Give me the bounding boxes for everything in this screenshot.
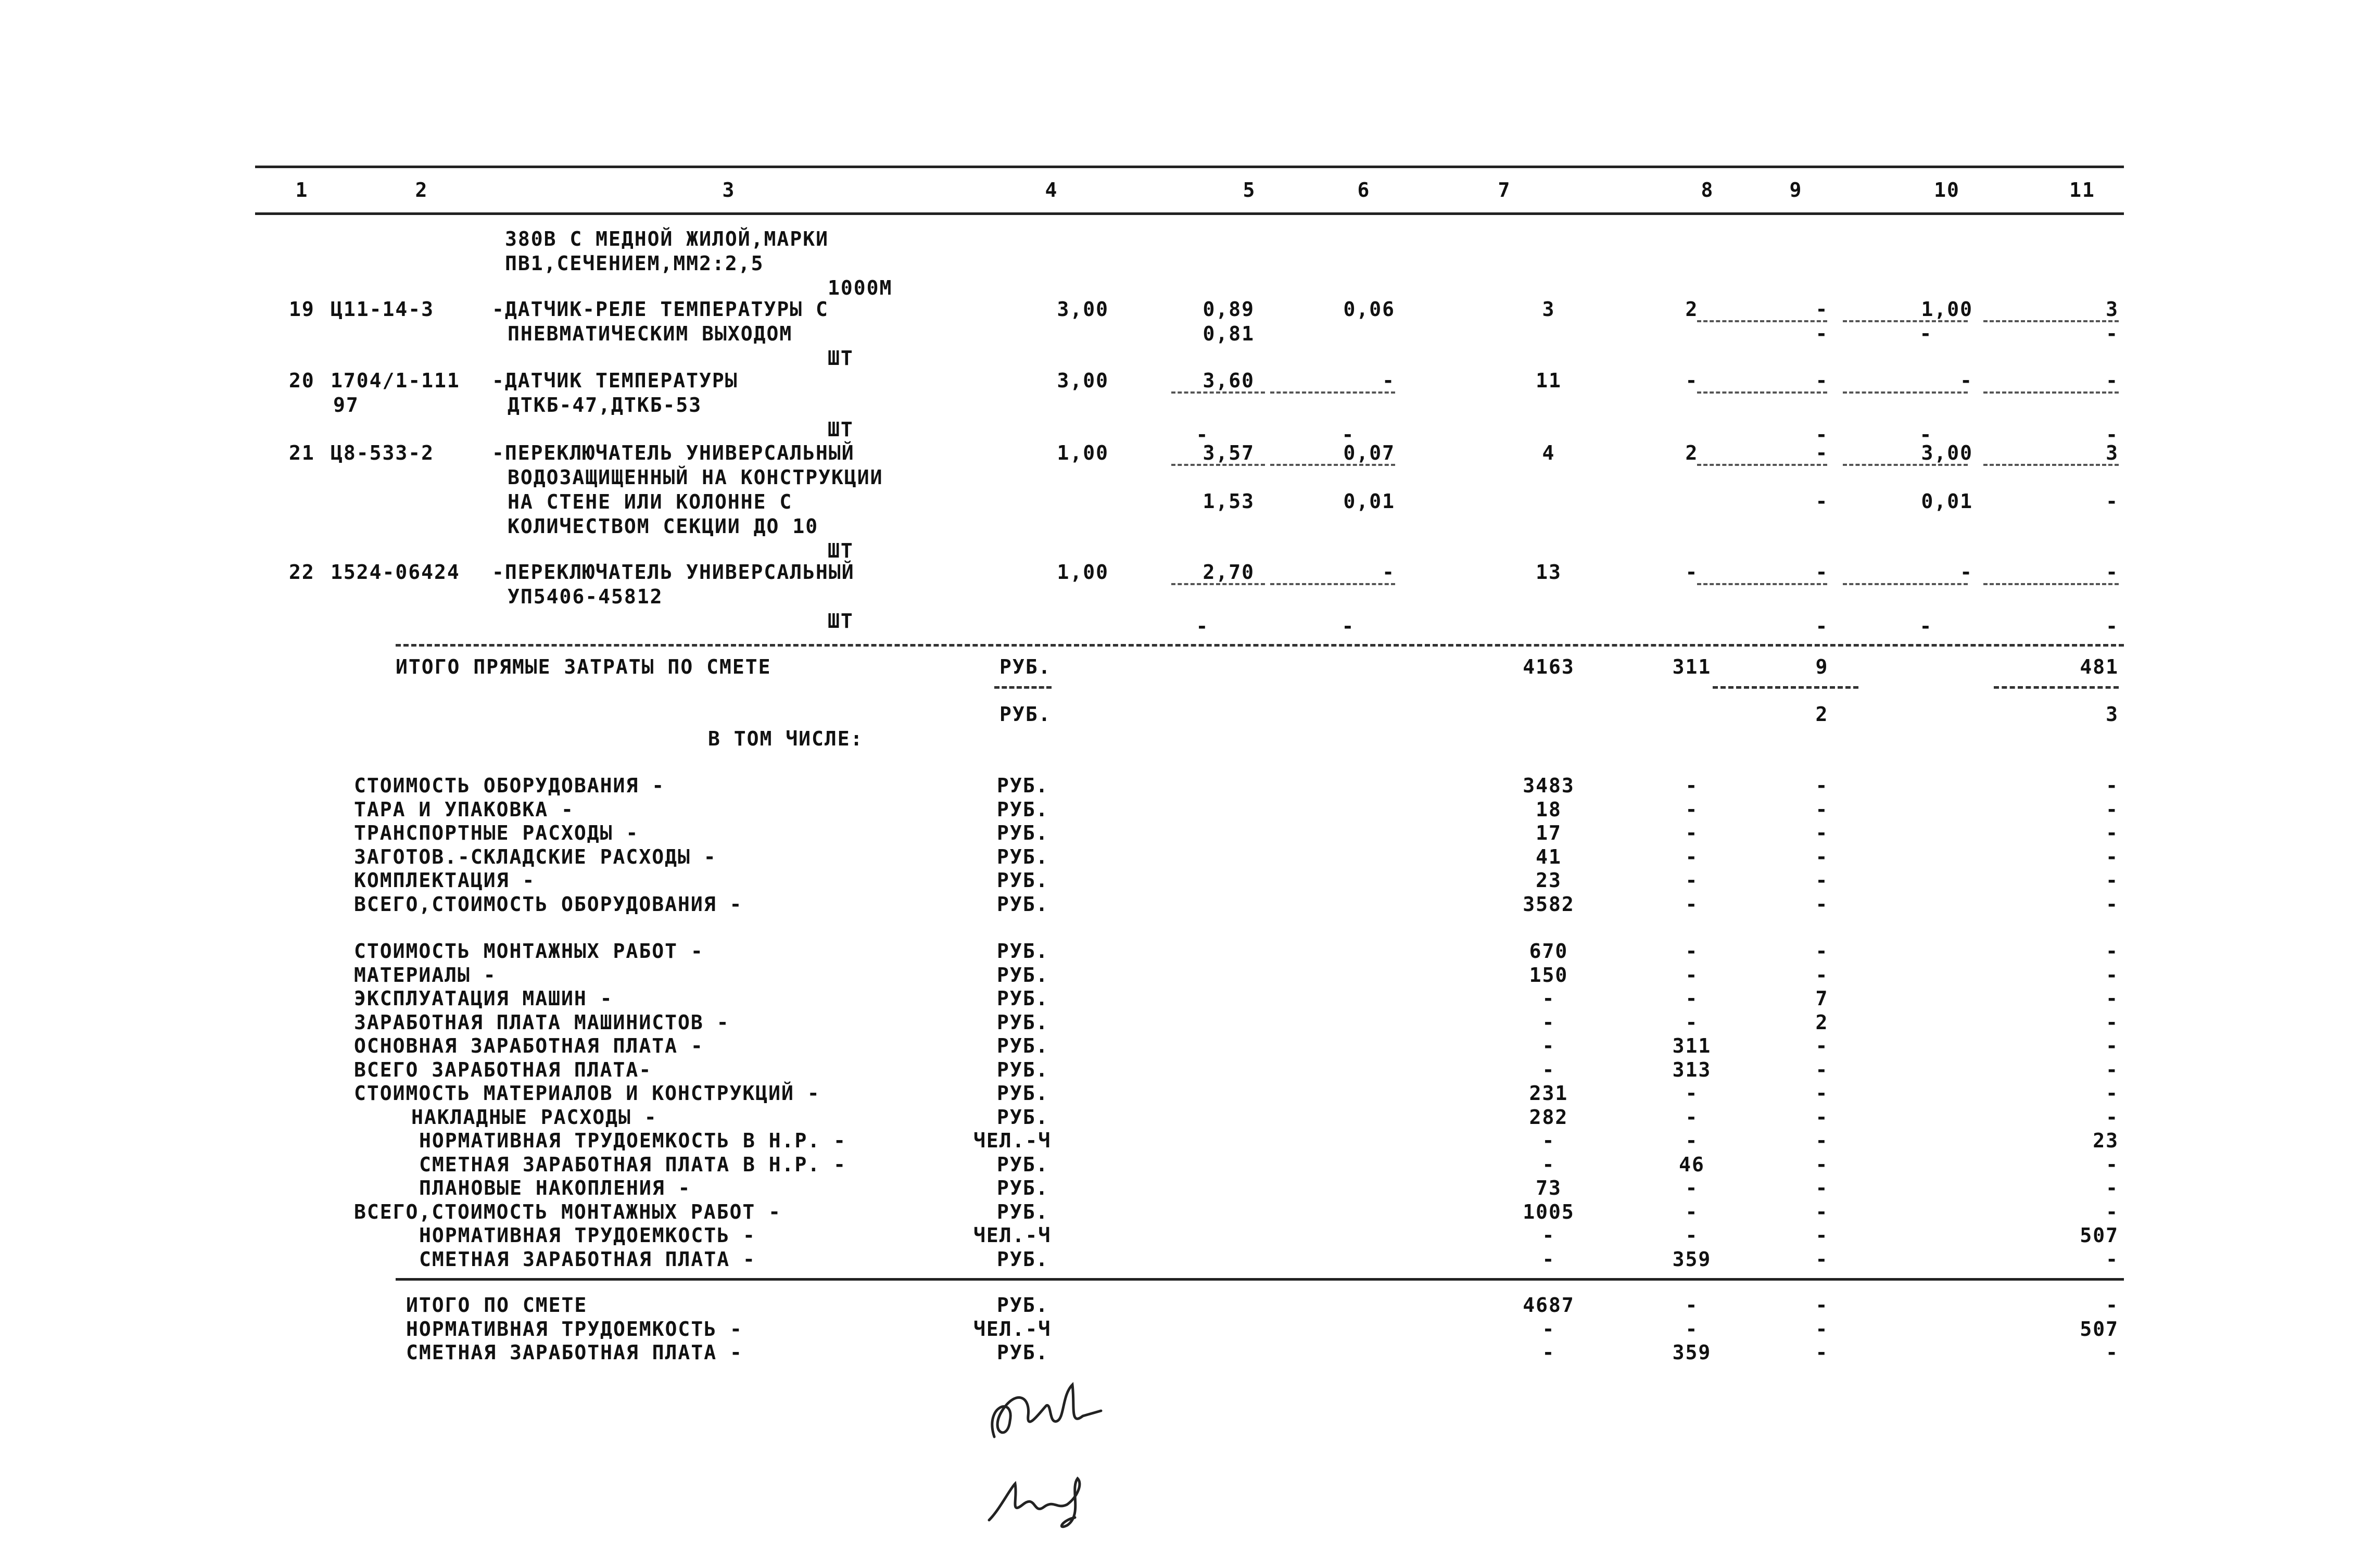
installation-c8: - [1685, 1200, 1699, 1223]
description-line: ПНЕВМАТИЧЕСКИМ ВЫХОДОМ [508, 322, 793, 345]
equipment-c11: - [2106, 845, 2119, 868]
installation-c9: - [1815, 1177, 1829, 1199]
equipment-label: ЗАГОТОВ.-СКЛАДСКИЕ РАСХОДЫ - [354, 845, 717, 868]
grand_total-c9: - [1815, 1317, 1829, 1341]
column-header-2: 2 [415, 179, 428, 201]
value-c4: 3,00 [1057, 298, 1109, 321]
unit-label: ШТ [828, 418, 854, 441]
grand_total-c9: - [1815, 1341, 1829, 1364]
installation-c8: - [1685, 1177, 1699, 1199]
table-top-rule [255, 166, 2124, 168]
total-direct-c11b: 3 [2106, 703, 2119, 726]
installation-c11: - [2106, 1200, 2119, 1223]
value-underline [1270, 464, 1395, 466]
installation-c9: - [1815, 1058, 1829, 1081]
grand_total-c8: - [1685, 1317, 1699, 1341]
compiled-signature [979, 1374, 1114, 1452]
installation-c8: - [1685, 1129, 1699, 1152]
value-underline [1983, 464, 2119, 466]
equipment-c9: - [1815, 869, 1829, 892]
c9-underline [1713, 686, 1858, 689]
column-header-11: 11 [2069, 179, 2095, 201]
total-direct-label: ИТОГО ПРЯМЫЕ ЗАТРАТЫ ПО СМЕТЕ [396, 655, 771, 678]
value2-c10: - [1919, 322, 1933, 345]
installation-c8: 359 [1672, 1247, 1712, 1271]
total-direct-c11: 481 [2080, 655, 2119, 678]
value-underline [1270, 583, 1395, 585]
equipment-label: КОМПЛЕКТАЦИЯ - [354, 869, 536, 892]
installation-c11: - [2106, 1082, 2119, 1105]
equipment-c9: - [1815, 821, 1829, 844]
column-header-rule [255, 212, 2124, 215]
value-underline [1171, 464, 1265, 466]
installation-unit: РУБ. [997, 1105, 1049, 1129]
value-c7: 4 [1542, 441, 1555, 464]
equipment-unit: РУБ. [997, 774, 1049, 797]
installation-label: СТОИМОСТЬ МОНТАЖНЫХ РАБОТ - [354, 940, 704, 963]
unit-label: ШТ [828, 610, 854, 633]
column-header-10: 10 [1934, 179, 1960, 201]
grand_total-c8: 359 [1672, 1341, 1712, 1364]
installation-c9: - [1815, 940, 1829, 963]
value-c5: 0,89 [1203, 298, 1255, 321]
grand_total-c7: - [1542, 1341, 1555, 1364]
equipment-label: ТРАНСПОРТНЫЕ РАСХОДЫ - [354, 821, 639, 844]
installation-c7: 231 [1529, 1082, 1568, 1105]
equipment-c9: - [1815, 845, 1829, 868]
installation-unit: ЧЕЛ.-Ч [973, 1129, 1052, 1152]
equipment-c8: - [1685, 892, 1699, 916]
installation-c8: - [1685, 940, 1699, 963]
grand_total-c11: 507 [2080, 1317, 2119, 1341]
equipment-c11: - [2106, 869, 2119, 892]
installation-label: СМЕТНАЯ ЗАРАБОТНАЯ ПЛАТА - [419, 1247, 756, 1271]
value-c9: - [1815, 298, 1829, 321]
value-c4: 1,00 [1057, 561, 1109, 584]
value-c11: 3 [2106, 441, 2119, 464]
c11-underline [1994, 686, 2119, 689]
row-number: 22 [289, 561, 315, 584]
equipment-c8: - [1685, 798, 1699, 821]
description-line: ПВ1,СЕЧЕНИЕМ,ММ2:2,5 [505, 252, 764, 275]
installation-label: ВСЕГО ЗАРАБОТНАЯ ПЛАТА- [354, 1058, 652, 1081]
installation-c11: - [2106, 1247, 2119, 1271]
description-line: 380В С МЕДНОЙ ЖИЛОЙ,МАРКИ [505, 227, 829, 250]
equipment-c11: - [2106, 821, 2119, 844]
installation-c11: - [2106, 1177, 2119, 1199]
value-underline [1171, 583, 1265, 585]
equipment-unit: РУБ. [997, 821, 1049, 844]
value-c10: - [1960, 369, 1973, 392]
installation-label: МАТЕРИАЛЫ - [354, 963, 497, 987]
value-underline [1983, 320, 2119, 322]
installation-unit: ЧЕЛ.-Ч [973, 1224, 1052, 1247]
column-header-9: 9 [1789, 179, 1803, 201]
installation-c9: - [1815, 1129, 1829, 1152]
value-c11: - [2106, 369, 2119, 392]
installation-c8: - [1685, 987, 1699, 1010]
installation-unit: РУБ. [997, 963, 1049, 987]
column-header-3: 3 [722, 179, 736, 201]
value2-c9: - [1815, 423, 1829, 446]
installation-c8: - [1685, 1224, 1699, 1247]
unit-underline [994, 686, 1052, 689]
installation-unit: РУБ. [997, 1247, 1049, 1271]
installation-unit: РУБ. [997, 1058, 1049, 1081]
description-line: ДТКБ-47,ДТКБ-53 [508, 394, 702, 416]
installation-c8: - [1685, 1010, 1699, 1034]
grand_total-label: СМЕТНАЯ ЗАРАБОТНАЯ ПЛАТА - [406, 1341, 743, 1364]
column-header-7: 7 [1498, 179, 1511, 201]
value2-c10: - [1919, 615, 1933, 638]
equipment-c7: 41 [1536, 845, 1562, 868]
installation-unit: РУБ. [997, 1177, 1049, 1199]
installation-c8: - [1685, 1082, 1699, 1105]
value-c6: 0,06 [1343, 298, 1395, 321]
column-header-6: 6 [1357, 179, 1371, 201]
value-c6: - [1382, 369, 1395, 392]
installation-label: НОРМАТИВНАЯ ТРУДОЕМКОСТЬ В Н.Р. - [419, 1129, 846, 1152]
installation-c9: - [1815, 1200, 1829, 1223]
value-c10: - [1960, 561, 1973, 584]
grand_total-unit: РУБ. [997, 1341, 1049, 1364]
installation-c8: - [1685, 1105, 1699, 1129]
installation-c9: - [1815, 1082, 1829, 1105]
installation-c7: - [1542, 987, 1555, 1010]
equipment-unit: РУБ. [997, 892, 1049, 916]
installation-unit: РУБ. [997, 1200, 1049, 1223]
installation-unit: РУБ. [997, 1034, 1049, 1057]
installation-c7: - [1542, 1010, 1555, 1034]
row-number: 21 [289, 441, 315, 464]
value-c6: - [1382, 561, 1395, 584]
installation-c7: 282 [1529, 1105, 1568, 1129]
value-underline [1171, 391, 1265, 394]
value-underline [1697, 464, 1827, 466]
equipment-unit: РУБ. [997, 845, 1049, 868]
value2-c11: - [2106, 322, 2119, 345]
grand_total-c8: - [1685, 1294, 1699, 1317]
equipment-c8: - [1685, 845, 1699, 868]
value-c7: 13 [1536, 561, 1562, 584]
row-code: 1524-06424 [331, 561, 460, 584]
installation-c9: - [1815, 963, 1829, 987]
installation-label: СМЕТНАЯ ЗАРАБОТНАЯ ПЛАТА В Н.Р. - [419, 1153, 846, 1176]
totals-rule [396, 644, 2124, 647]
installation-c7: - [1542, 1224, 1555, 1247]
value2-c6: - [1342, 423, 1355, 446]
value2-c10: - [1919, 423, 1933, 446]
value2-c5: 1,53 [1203, 490, 1255, 513]
equipment-c7: 17 [1536, 821, 1562, 844]
installation-c8: 46 [1679, 1153, 1705, 1176]
unit-label: ШТ [828, 539, 854, 562]
description-line: -ПЕРЕКЛЮЧАТЕЛЬ УНИВЕРСАЛЬНЫЙ [492, 441, 855, 464]
equipment-unit: РУБ. [997, 798, 1049, 821]
value-c5: 3,60 [1203, 369, 1255, 392]
value-underline [1270, 391, 1395, 394]
equipment-c7: 18 [1536, 798, 1562, 821]
installation-c11: - [2106, 1058, 2119, 1081]
equipment-c8: - [1685, 774, 1699, 797]
value-c9: - [1815, 441, 1829, 464]
equipment-label: СТОИМОСТЬ ОБОРУДОВАНИЯ - [354, 774, 665, 797]
value2-c5: - [1196, 423, 1209, 446]
equipment-c11: - [2106, 774, 2119, 797]
value-underline [1843, 464, 1968, 466]
value-c4: 1,00 [1057, 441, 1109, 464]
value-c7: 11 [1536, 369, 1562, 392]
installation-c9: 7 [1815, 987, 1829, 1010]
grand_total-c11: - [2106, 1294, 2119, 1317]
row-code: 97 [333, 394, 359, 416]
value-c4: 3,00 [1057, 369, 1109, 392]
row-number: 19 [289, 298, 315, 321]
installation-label: ВСЕГО,СТОИМОСТЬ МОНТАЖНЫХ РАБОТ - [354, 1200, 781, 1223]
grand_total-unit: РУБ. [997, 1294, 1049, 1317]
column-header-1: 1 [295, 179, 309, 201]
equipment-c9: - [1815, 774, 1829, 797]
installation-c11: - [2106, 1153, 2119, 1176]
row-code: 1704/1-111 [331, 369, 460, 392]
value-underline [1983, 391, 2119, 394]
equipment-c8: - [1685, 821, 1699, 844]
installation-label: ОСНОВНАЯ ЗАРАБОТНАЯ ПЛАТА - [354, 1034, 704, 1057]
row-code: Ц8-533-2 [331, 441, 435, 464]
installation-c7: 150 [1529, 963, 1568, 987]
total-direct-c8: 311 [1672, 655, 1712, 678]
value2-c5: - [1196, 615, 1209, 638]
installation-c7: 73 [1536, 1177, 1562, 1199]
installation-c9: - [1815, 1247, 1829, 1271]
value-underline [1843, 583, 1968, 585]
installation-c8: 311 [1672, 1034, 1712, 1057]
description-line: -ПЕРЕКЛЮЧАТЕЛЬ УНИВЕРСАЛЬНЫЙ [492, 561, 855, 584]
value-c8: - [1685, 369, 1699, 392]
grand_total-label: НОРМАТИВНАЯ ТРУДОЕМКОСТЬ - [406, 1317, 743, 1341]
installation-c11: - [2106, 940, 2119, 963]
installation-c11: - [2106, 1105, 2119, 1129]
description-line: ВОДОЗАЩИЩЕННЫЙ НА КОНСТРУКЦИИ [508, 466, 883, 489]
value-underline [1697, 583, 1827, 585]
description-line: -ДАТЧИК ТЕМПЕРАТУРЫ [492, 369, 738, 392]
grand_total-label: ИТОГО ПО СМЕТЕ [406, 1294, 588, 1317]
column-header-5: 5 [1243, 179, 1256, 201]
installation-unit: РУБ. [997, 1010, 1049, 1034]
installation-c8: - [1685, 963, 1699, 987]
description-line: 1000М [828, 276, 893, 299]
column-header-8: 8 [1701, 179, 1714, 201]
equipment-c9: - [1815, 892, 1829, 916]
unit-label: ШТ [828, 347, 854, 370]
equipment-c11: - [2106, 892, 2119, 916]
equipment-c8: - [1685, 869, 1699, 892]
installation-c7: 670 [1529, 940, 1568, 963]
grand_total-c9: - [1815, 1294, 1829, 1317]
total-direct-unit: РУБ. [999, 655, 1052, 678]
installation-label: ПЛАНОВЫЕ НАКОПЛЕНИЯ - [419, 1177, 691, 1199]
value2-c11: - [2106, 490, 2119, 513]
value-underline [1983, 583, 2119, 585]
value2-c11: - [2106, 423, 2119, 446]
value-underline [1843, 391, 1968, 394]
grand_total-c7: - [1542, 1317, 1555, 1341]
description-line: -ДАТЧИК-РЕЛЕ ТЕМПЕРАТУРЫ С [492, 298, 829, 321]
value-c9: - [1815, 369, 1829, 392]
value-underline [1697, 320, 1827, 322]
value2-c9: - [1815, 322, 1829, 345]
equipment-c9: - [1815, 798, 1829, 821]
value-underline [1843, 320, 1968, 322]
value-c7: 3 [1542, 298, 1555, 321]
value-c8: - [1685, 561, 1699, 584]
description-line: НА СТЕНЕ ИЛИ КОЛОННЕ С [508, 490, 793, 513]
total-direct-c9b: 2 [1815, 703, 1829, 726]
value2-c9: - [1815, 490, 1829, 513]
value-c10: 3,00 [1921, 441, 1973, 464]
installation-label: ЭКСПЛУАТАЦИЯ МАШИН - [354, 987, 613, 1010]
installation-c11: - [2106, 963, 2119, 987]
value-c11: - [2106, 561, 2119, 584]
row-code: Ц11-14-3 [331, 298, 435, 321]
equipment-unit: РУБ. [997, 869, 1049, 892]
installation-c7: - [1542, 1153, 1555, 1176]
installation-label: ЗАРАБОТНАЯ ПЛАТА МАШИНИСТОВ - [354, 1010, 730, 1034]
installation-unit: РУБ. [997, 1153, 1049, 1176]
equipment-c7: 23 [1536, 869, 1562, 892]
grand_total-unit: ЧЕЛ.-Ч [973, 1317, 1052, 1341]
installation-c7: - [1542, 1129, 1555, 1152]
checked-signature [979, 1468, 1114, 1531]
value-c6: 0,07 [1343, 441, 1395, 464]
installation-c11: - [2106, 987, 2119, 1010]
installation-c8: 313 [1672, 1058, 1712, 1081]
grand_total-c7: 4687 [1523, 1294, 1575, 1317]
installation-label: НОРМАТИВНАЯ ТРУДОЕМКОСТЬ - [419, 1224, 756, 1247]
including-label: В ТОМ ЧИСЛЕ: [708, 727, 864, 750]
installation-unit: РУБ. [997, 987, 1049, 1010]
row-number: 20 [289, 369, 315, 392]
value2-c9: - [1815, 615, 1829, 638]
installation-c9: - [1815, 1034, 1829, 1057]
description-line: УП5406-45812 [508, 585, 663, 608]
installation-c7: - [1542, 1058, 1555, 1081]
value-c8: 2 [1685, 298, 1699, 321]
value2-c10: 0,01 [1921, 490, 1973, 513]
value2-c6: - [1342, 615, 1355, 638]
installation-c9: - [1815, 1153, 1829, 1176]
equipment-label: ТАРА И УПАКОВКА - [354, 798, 574, 821]
installation-label: НАКЛАДНЫЕ РАСХОДЫ - [411, 1105, 657, 1129]
total-direct-c7: 4163 [1523, 655, 1575, 678]
installation-unit: РУБ. [997, 1082, 1049, 1105]
value2-c11: - [2106, 615, 2119, 638]
equipment-label: ВСЕГО,СТОИМОСТЬ ОБОРУДОВАНИЯ - [354, 892, 743, 916]
grand_total-c11: - [2106, 1341, 2119, 1364]
installation-c11: - [2106, 1034, 2119, 1057]
installation-unit: РУБ. [997, 940, 1049, 963]
installation-c11: - [2106, 1010, 2119, 1034]
value-c10: 1,00 [1921, 298, 1973, 321]
total-direct-c9: 9 [1815, 655, 1829, 678]
installation-c7: 1005 [1523, 1200, 1575, 1223]
installation-label: СТОИМОСТЬ МАТЕРИАЛОВ И КОНСТРУКЦИЙ - [354, 1082, 820, 1105]
equipment-c7: 3582 [1523, 892, 1575, 916]
installation-c7: - [1542, 1034, 1555, 1057]
installation-c11: 507 [2080, 1224, 2119, 1247]
installation-c7: - [1542, 1247, 1555, 1271]
total-direct-unit2: РУБ. [999, 703, 1052, 726]
installation-c11: 23 [2093, 1129, 2119, 1152]
value-c11: 3 [2106, 298, 2119, 321]
value-c8: 2 [1685, 441, 1699, 464]
value2-c6: 0,01 [1343, 490, 1395, 513]
value2-c5: 0,81 [1203, 322, 1255, 345]
equipment-c7: 3483 [1523, 774, 1575, 797]
equipment-c11: - [2106, 798, 2119, 821]
value-c9: - [1815, 561, 1829, 584]
installation-c9: 2 [1815, 1010, 1829, 1034]
installation-c9: - [1815, 1224, 1829, 1247]
column-header-4: 4 [1045, 179, 1058, 201]
description-line: КОЛИЧЕСТВОМ СЕКЦИИ ДО 10 [508, 515, 819, 538]
value-c5: 3,57 [1203, 441, 1255, 464]
grand-total-rule [396, 1278, 2124, 1281]
value-c5: 2,70 [1203, 561, 1255, 584]
value-underline [1697, 391, 1827, 394]
installation-c9: - [1815, 1105, 1829, 1129]
